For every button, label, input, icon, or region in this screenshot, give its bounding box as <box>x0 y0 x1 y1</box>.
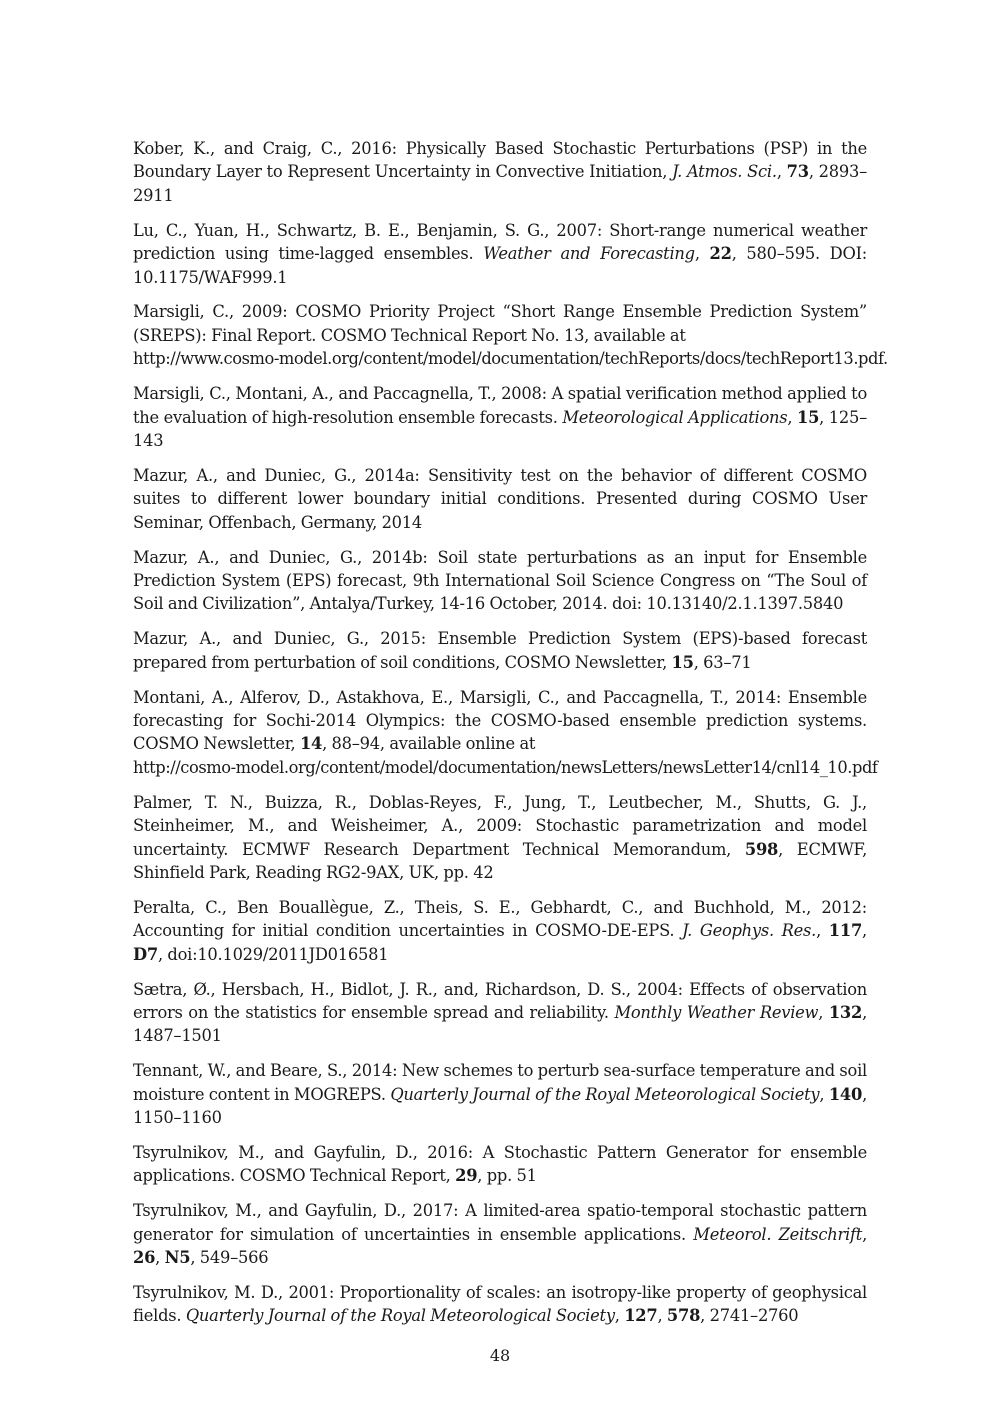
reference-mazur-2014a: Mazur, A., and Duniec, G., 2014a: Sensitivity test on the behavior of different COSMO suites to different lower boundary initial conditions. Presented during COSMO User Seminar, Offenbach, Germany, 2014 <box>133 465 867 532</box>
issue-number: 578 <box>666 1306 701 1326</box>
journal-title: Weather and Forecasting <box>483 244 695 264</box>
volume: 127 <box>624 1306 658 1326</box>
journal-title: J. Geophys. Res. <box>682 921 817 941</box>
issue-number: D7 <box>133 944 158 964</box>
reference-tsyrulnikov-2017: Tsyrulnikov, M., and Gayfulin, D., 2017: A limited-area spatio-temporal stochastic pattern generator for simulation of uncertainties in ensemble applications. Meteorol. Zeitschrift, 26, N5, 549–566 <box>133 1201 868 1268</box>
volume: 598 <box>744 839 779 859</box>
reference-lu-2007: Lu, C., Yuan, H., Schwartz, B. E., Benjamin, S. G., 2007: Short-range numerical weather prediction using time-lagged ensembles. Weather and Forecasting, 22, 580–595. DOI: 10.1175/WAF999.1 <box>133 220 868 287</box>
reference-kober-2016: Kober, K., and Craig, C., 2016: Physically Based Stochastic Perturbations (PSP) in the Boundary Layer to Represent Uncertainty in Convective Initiation, J. Atmos. Sci., 73, 2893–2911 <box>133 139 867 205</box>
reference-tennant-2014: Tennant, W., and Beare, S., 2014: New schemes to perturb sea-surface temperature and soil moisture content in MOGREPS. Quarterly Journal of the Royal Meteorological Society, 140, 1150–1160 <box>133 1061 868 1128</box>
volume: 14 <box>299 734 323 754</box>
journal-title: J. Atmos. Sci. <box>672 162 777 182</box>
journal-title: Quarterly Journal of the Royal Meteorological Society <box>185 1306 615 1326</box>
volume: 15 <box>671 652 694 672</box>
reference-montani-2014: Montani, A., Alferov, D., Astakhova, E., Marsigli, C., and Paccagnella, T., 2014: Ensemble forecasting for Sochi-2014 Olympics: the COSMO-based ensemble prediction systems. COSMO Newsletter, 14, 88–94, available online at http://cosmo-model.org/content/model/documentation/newsLetters/newsLetter14/cnl14_10.pdf <box>133 687 878 777</box>
volume: 22 <box>709 244 732 264</box>
volume: 29 <box>455 1166 478 1186</box>
reference-peralta-2012: Peralta, C., Ben Bouallègue, Z., Theis, S. E., Gebhardt, C., and Buchhold, M., 2012: Accounting for initial condition uncertainties in COSMO-DE-EPS. J. Geophys. Res., 117, D7, doi:10.1029/2011JD016581 <box>133 897 867 964</box>
journal-title: Monthly Weather Review <box>614 1003 819 1022</box>
reference-saetra-2004: Sætra, Ø., Hersbach, H., Bidlot, J. R., and, Richardson, D. S., 2004: Effects of observation errors on the statistics for ensemble spread and reliability. Monthly Weather Review, 132, 1487–1501 <box>133 979 867 1046</box>
reference-url[interactable]: http://www.cosmo-model.org/content/model/documentation/techReports/docs/techReport13.pdf. <box>133 349 888 369</box>
reference-tsyrulnikov-2001: Tsyrulnikov, M. D., 2001: Proportionality of scales: an isotropy-like property of geophysical fields. Quarterly Journal of the Royal Meteorological Society, 127, 578, 2741–2760 <box>133 1283 867 1326</box>
journal-title: Meteorol. Zeitschrift <box>693 1224 863 1244</box>
volume: 140 <box>828 1084 863 1104</box>
volume: 26 <box>133 1248 156 1268</box>
page-number: 48 <box>489 1346 511 1365</box>
reference-url[interactable]: http://cosmo-model.org/content/model/documentation/newsLetters/newsLetter14/cnl14_10.pdf <box>133 757 878 777</box>
journal-title: Quarterly Journal of the Royal Meteorological Society <box>390 1084 820 1104</box>
reference-mazur-2014b: Mazur, A., and Duniec, G., 2014b: Soil state perturbations as an input for Ensemble Prediction System (EPS) forecast, 9th International Soil Science Congress on “The Soul of Soil and Civilization”, Antalya/Turkey, 14-16 October, 2014. doi: 10.13140/2.1.1397.5840 <box>133 547 867 614</box>
volume: 117 <box>828 921 863 941</box>
reference-marsigli-2008: Marsigli, C., Montani, A., and Paccagnella, T., 2008: A spatial verification method applied to the evaluation of high-resolution ensemble forecasts. Meteorological Applications, 15, 125–143 <box>133 384 867 450</box>
reference-marsigli-2009: Marsigli, C., 2009: COSMO Priority Project “Short Range Ensemble Prediction System” (SREPS): Final Report. COSMO Technical Report No. 13, available at http://www.cosmo-model.org/content/model/documentation/techReports/docs/techReport13.pdf. <box>133 302 888 369</box>
reference-mazur-2015: Mazur, A., and Duniec, G., 2015: Ensemble Prediction System (EPS)-based forecast prepared from perturbation of soil conditions, COSMO Newsletter, 15, 63–71 <box>133 629 867 672</box>
reference-palmer-2009: Palmer, T. N., Buizza, R., Doblas-Reyes, F., Jung, T., Leutbecher, M., Shutts, G. J., Steinheimer, M., and Weisheimer, A., 2009: Stochastic parametrization and model uncertainty. ECMWF Research Department Technical Memorandum, 598, ECMWF, Shinfield Park, Reading RG2-9AX, UK, pp. 42 <box>133 792 867 882</box>
references-list <box>133 137 888 1339</box>
volume: 132 <box>828 1003 863 1022</box>
journal-title: Meteorological Applications <box>562 407 788 427</box>
reference-tsyrulnikov-2016: Tsyrulnikov, M., and Gayfulin, D., 2016: A Stochastic Pattern Generator for ensemble applications. COSMO Technical Report, 29, pp. 51 <box>133 1143 867 1186</box>
volume: 73 <box>786 162 809 182</box>
issue-number: N5 <box>164 1248 191 1268</box>
volume: 15 <box>796 407 820 427</box>
